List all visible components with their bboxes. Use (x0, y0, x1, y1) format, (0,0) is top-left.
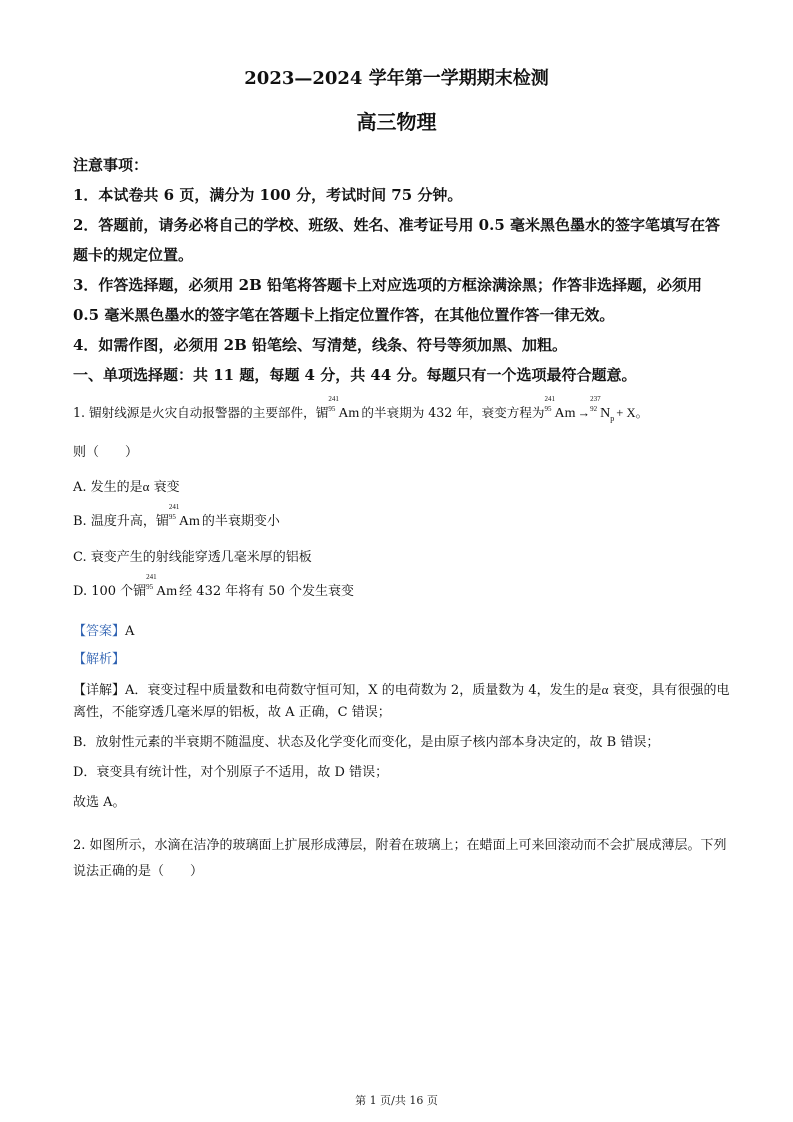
detail-text: A．衰变过程中质量数和电荷数守恒可知，X 的电荷数为 2，质量数为 4，发生的是 (125, 682, 602, 698)
reaction-arrow: → (577, 406, 591, 420)
atomic-number: 95 (146, 582, 154, 591)
page-footer: 第 1 页/共 16 页 (355, 1094, 438, 1107)
element-symbol: N (600, 406, 611, 421)
detail-1 (73, 679, 733, 724)
analysis-line (73, 649, 733, 671)
atomic-number: 92 (590, 405, 598, 413)
element-symbol: Am (554, 406, 576, 421)
mass-number: 241 (146, 572, 157, 581)
q1-stem (73, 395, 733, 430)
note-item: 1．本试卷共 6 页，满分为 100 分，考试时间 75 分钟。 (73, 186, 463, 204)
alpha-symbol: α (142, 478, 150, 494)
nuclide-am (168, 502, 200, 533)
mass-number: 241 (544, 395, 555, 403)
note-item: 3．作答选择题，必须用 2B 铅笔将答题卡上对应选项的方框涂满涂黑；作答非选择题，必须用 0.5 毫米黑色墨水的签字笔在答题卡上指定位置作答，在其他位置作答一律无效。 (73, 276, 703, 324)
option-d (73, 572, 733, 603)
q1-stem-end: 。 (635, 405, 649, 420)
answer-value: A (125, 623, 135, 639)
q1-stem-text: 的半衰期为 432 年，衰变方程为 (361, 405, 545, 420)
answer-tag: 【答案】 (73, 623, 126, 639)
mass-number: 237 (590, 395, 601, 403)
question-1 (73, 395, 733, 814)
option-a (73, 476, 733, 499)
alpha-symbol: α (601, 681, 609, 697)
detail-tag: 【详解】 (73, 682, 126, 698)
option-b-text: 的半衰期变小 (201, 513, 280, 529)
reaction-tail: + X (616, 406, 636, 420)
detail-3: D．衰变具有统计性，对个别原子不适用，故 D 错误； (73, 764, 389, 780)
nuclide-am (146, 572, 178, 603)
option-a-text: 衰变 (149, 479, 180, 495)
nuclide-am (544, 395, 576, 425)
option-d-text: 经 432 年将有 50 个发生衰变 (179, 583, 355, 599)
notes-heading: 注意事项： (73, 156, 149, 174)
notes-section (73, 150, 733, 390)
mass-number: 241 (328, 395, 339, 403)
element-symbol: Am (178, 513, 200, 529)
atomic-number: 95 (168, 512, 176, 521)
section-heading: 一、单项选择题：共 11 题，每题 4 分，共 44 分。每题只有一个选项最符合题意。 (73, 366, 637, 384)
nuclide-am (328, 395, 360, 425)
mass-number: 241 (168, 502, 180, 511)
note-item: 2．答题前，请务必将自己的学校、班级、姓名、准考证号用 0.5 毫米黑色墨水的签字笔填写在答题卡的规定位置。 (73, 216, 720, 264)
atomic-number: 95 (328, 405, 336, 413)
element-subscript: p (610, 413, 615, 423)
note-item: 4．如需作图，必须用 2B 铅笔绘、写清楚，线条、符号等须加黑、加粗。 (73, 336, 567, 354)
subject-title: 高三物理 (356, 110, 437, 134)
option-a-text: A. 发生的是 (73, 479, 143, 495)
option-b-text: B. 温度升高，镅 (73, 513, 169, 529)
exam-title: 2023—2024 学年第一学期期末检测 (244, 68, 549, 89)
atomic-number: 95 (544, 405, 552, 413)
question-2 (73, 833, 733, 885)
analysis-tag: 【解析】 (73, 651, 126, 667)
q2-stem: 2. 如图所示，水滴在洁净的玻璃面上扩展形成薄层，附着在玻璃上；在蜡面上可来回滚动而不会扩展成薄层。下列说法正确的是（ ） (73, 838, 727, 879)
element-symbol: Am (156, 583, 178, 599)
conclusion: 故选 A。 (73, 794, 126, 810)
element-symbol: Am (338, 406, 360, 421)
option-b (73, 502, 733, 533)
answer-line (73, 621, 733, 643)
detail-text: 衰变，具有很强的电离性，不能穿透几毫米厚的铝板，故 A 正确，C 错误； (73, 682, 730, 720)
detail-2: B．放射性元素的半衰期不随温度、状态及化学变化而变化，是由原子核内部本身决定的，故 B 错误； (73, 734, 660, 750)
q1-stem-tail: 则（ ） (73, 444, 139, 460)
option-d-text: D. 100 个镅 (73, 583, 147, 599)
nuclide-np (590, 395, 615, 430)
option-c: C. 衰变产生的射线能穿透几毫米厚的铝板 (73, 549, 312, 565)
q1-stem-text: 1. 镅射线源是火灾自动报警器的主要部件，镅 (73, 405, 329, 420)
